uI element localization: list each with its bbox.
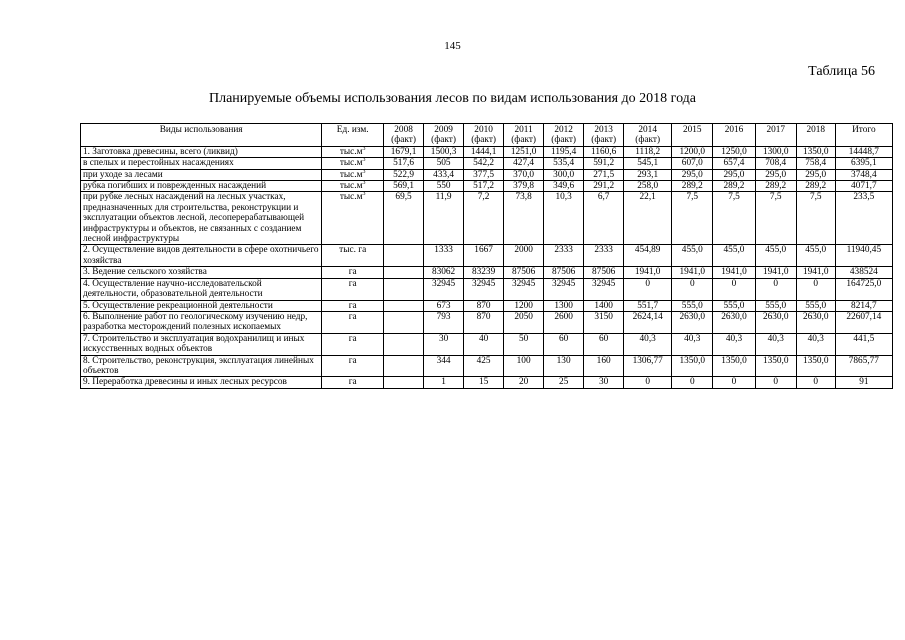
value-cell: 2630,0: [796, 311, 835, 333]
table-row: [81, 355, 893, 377]
value-cell: 7,5: [713, 192, 755, 245]
value-cell: 1941,0: [713, 267, 755, 278]
table-row: [81, 158, 893, 169]
value-cell: 130: [544, 355, 584, 377]
value-cell: 455,0: [713, 245, 755, 267]
table-body: [81, 146, 893, 388]
column-header: 2013 (факт): [584, 124, 624, 147]
unit-text: га: [348, 311, 357, 322]
table-row: [81, 300, 893, 311]
value-cell: 1250,0: [713, 146, 755, 157]
row-usage-type: 6. Выполнение работ по геологическому изучению недр, разработка месторождений полезных ископаемых: [81, 311, 322, 333]
table-row: [81, 267, 893, 278]
value-cell: 542,2: [464, 158, 504, 169]
value-cell: 1118,2: [624, 146, 672, 157]
value-cell: 2000: [504, 245, 544, 267]
value-cell: 32945: [584, 278, 624, 300]
value-cell: 2624,14: [624, 311, 672, 333]
value-cell: 50: [504, 333, 544, 355]
value-cell: 545,1: [624, 158, 672, 169]
value-cell: 555,0: [713, 300, 755, 311]
value-cell: 83239: [464, 267, 504, 278]
unit-superscript: 3: [362, 191, 366, 198]
document-title: Планируемые объемы использования лесов по видам использования до 2018 года: [208, 91, 697, 106]
value-cell: 32945: [424, 278, 464, 300]
row-usage-type: 3. Ведение сельского хозяйства: [81, 267, 322, 278]
value-cell: 1400: [584, 300, 624, 311]
value-cell: 2630,0: [755, 311, 796, 333]
row-unit: [322, 333, 384, 355]
value-cell: 2333: [544, 245, 584, 267]
unit-superscript: 3: [362, 179, 366, 186]
column-header: 2015: [672, 124, 713, 147]
value-cell: 289,2: [796, 181, 835, 192]
value-cell: 295,0: [755, 169, 796, 180]
unit-superscript: 3: [362, 145, 366, 152]
value-cell: 87506: [584, 267, 624, 278]
value-cell: 32945: [464, 278, 504, 300]
value-cell: 164725,0: [835, 278, 892, 300]
value-cell: 0: [713, 377, 755, 388]
value-cell: 1941,0: [755, 267, 796, 278]
value-cell: 2333: [584, 245, 624, 267]
value-cell: [384, 333, 424, 355]
value-cell: 6,7: [584, 192, 624, 245]
value-cell: 555,0: [755, 300, 796, 311]
row-unit: [322, 311, 384, 333]
unit-text: га: [348, 300, 357, 311]
value-cell: 555,0: [796, 300, 835, 311]
row-usage-type: при уходе за лесами: [81, 169, 322, 180]
value-cell: 2630,0: [713, 311, 755, 333]
value-cell: 370,0: [504, 169, 544, 180]
value-cell: 7865,77: [835, 355, 892, 377]
value-cell: 1350,0: [796, 355, 835, 377]
value-cell: 91: [835, 377, 892, 388]
value-cell: 1251,0: [504, 146, 544, 157]
value-cell: 4071,7: [835, 181, 892, 192]
value-cell: 1444,1: [464, 146, 504, 157]
value-cell: 289,2: [755, 181, 796, 192]
value-cell: 7,2: [464, 192, 504, 245]
value-cell: 1306,77: [624, 355, 672, 377]
value-cell: 1350,0: [713, 355, 755, 377]
value-cell: 22607,14: [835, 311, 892, 333]
value-cell: 1300,0: [755, 146, 796, 157]
value-cell: 20: [504, 377, 544, 388]
value-cell: 40,3: [624, 333, 672, 355]
value-cell: 7,5: [755, 192, 796, 245]
value-cell: 550: [424, 181, 464, 192]
value-cell: 870: [464, 300, 504, 311]
value-cell: 233,5: [835, 192, 892, 245]
unit-text: тыс.м: [339, 192, 363, 203]
value-cell: 427,4: [504, 158, 544, 169]
column-header: 2011 (факт): [504, 124, 544, 147]
value-cell: 1350,0: [796, 146, 835, 157]
value-cell: 0: [796, 278, 835, 300]
value-cell: 0: [755, 377, 796, 388]
unit-text: тыс.м: [339, 169, 363, 180]
value-cell: 0: [672, 377, 713, 388]
value-cell: 11940,45: [835, 245, 892, 267]
value-cell: 87506: [504, 267, 544, 278]
value-cell: 160: [584, 355, 624, 377]
unit-superscript: 3: [362, 157, 366, 164]
row-unit: [322, 377, 384, 388]
value-cell: 60: [544, 333, 584, 355]
value-cell: 1350,0: [755, 355, 796, 377]
value-cell: 289,2: [672, 181, 713, 192]
usage-table: [80, 123, 893, 389]
column-header: 2014 (факт): [624, 124, 672, 147]
table-row: [81, 146, 893, 157]
row-usage-type: 7. Строительство и эксплуатация водохранилищ и иных искусственных водных объектов: [81, 333, 322, 355]
unit-text: тыс.м: [339, 158, 363, 169]
value-cell: 60: [584, 333, 624, 355]
value-cell: 30: [424, 333, 464, 355]
value-cell: [384, 300, 424, 311]
value-cell: 83062: [424, 267, 464, 278]
column-header: 2017: [755, 124, 796, 147]
value-cell: 2630,0: [672, 311, 713, 333]
value-cell: 425: [464, 355, 504, 377]
row-usage-type: 1. Заготовка древесины, всего (ликвид): [81, 146, 322, 157]
value-cell: 295,0: [672, 169, 713, 180]
row-usage-type: 2. Осуществление видов деятельности в сфере охотничьего хозяйства: [81, 245, 322, 267]
value-cell: 1350,0: [672, 355, 713, 377]
value-cell: 555,0: [672, 300, 713, 311]
value-cell: 40,3: [755, 333, 796, 355]
value-cell: 438524: [835, 267, 892, 278]
value-cell: 300,0: [544, 169, 584, 180]
unit-text: тыс. га: [339, 245, 367, 256]
row-unit: [322, 300, 384, 311]
value-cell: 295,0: [713, 169, 755, 180]
value-cell: 708,4: [755, 158, 796, 169]
value-cell: 258,0: [624, 181, 672, 192]
value-cell: [384, 311, 424, 333]
row-unit: [322, 146, 384, 157]
value-cell: 607,0: [672, 158, 713, 169]
row-usage-type: 4. Осуществление научно-исследовательской деятельности, образовательной деятельности: [81, 278, 322, 300]
value-cell: 793: [424, 311, 464, 333]
value-cell: 569,1: [384, 181, 424, 192]
unit-text: га: [348, 278, 357, 289]
table-row: [81, 181, 893, 192]
table-row: [81, 245, 893, 267]
value-cell: 455,0: [755, 245, 796, 267]
value-cell: [384, 278, 424, 300]
value-cell: 69,5: [384, 192, 424, 245]
unit-text: тыс.м: [339, 181, 363, 192]
value-cell: 0: [755, 278, 796, 300]
value-cell: 1160,6: [584, 146, 624, 157]
value-cell: 433,4: [424, 169, 464, 180]
unit-text: га: [348, 355, 357, 366]
value-cell: 293,1: [624, 169, 672, 180]
value-cell: 517,6: [384, 158, 424, 169]
value-cell: 505: [424, 158, 464, 169]
value-cell: 22,1: [624, 192, 672, 245]
value-cell: 7,5: [796, 192, 835, 245]
value-cell: 1195,4: [544, 146, 584, 157]
row-usage-type: 5. Осуществление рекреационной деятельности: [81, 300, 322, 311]
row-usage-type: при рубке лесных насаждений на лесных участках, предназначенных для строительства, реконструкции и эксплуатации объектов лесной, лесоперерабатывающей инфраструктуры и объектов, не связанных с созданием лесной инфраструктуры: [81, 192, 322, 245]
row-unit: [322, 181, 384, 192]
value-cell: 8214,7: [835, 300, 892, 311]
value-cell: 0: [624, 278, 672, 300]
unit-text: га: [348, 377, 357, 388]
row-unit: [322, 355, 384, 377]
page-number: 145: [444, 40, 461, 52]
value-cell: [384, 245, 424, 267]
value-cell: 10,3: [544, 192, 584, 245]
row-unit: [322, 192, 384, 245]
value-cell: 673: [424, 300, 464, 311]
unit-text: га: [348, 333, 357, 344]
value-cell: 1300: [544, 300, 584, 311]
column-header: 2016: [713, 124, 755, 147]
row-usage-type: 8. Строительство, реконструкция, эксплуатация линейных объектов: [81, 355, 322, 377]
table-header-row: [81, 124, 893, 147]
value-cell: 1200: [504, 300, 544, 311]
value-cell: [384, 355, 424, 377]
table-row: [81, 333, 893, 355]
value-cell: 517,2: [464, 181, 504, 192]
value-cell: 379,8: [504, 181, 544, 192]
value-cell: 0: [672, 278, 713, 300]
row-unit: [322, 158, 384, 169]
column-header: Виды использования: [81, 124, 322, 147]
value-cell: 6395,1: [835, 158, 892, 169]
value-cell: 3150: [584, 311, 624, 333]
table-row: [81, 377, 893, 388]
value-cell: 0: [713, 278, 755, 300]
value-cell: 1941,0: [796, 267, 835, 278]
table-label: Таблица 56: [808, 64, 875, 79]
value-cell: 0: [796, 377, 835, 388]
value-cell: [384, 377, 424, 388]
row-usage-type: в спелых и перестойных насаждениях: [81, 158, 322, 169]
value-cell: 870: [464, 311, 504, 333]
row-usage-type: рубка погибших и поврежденных насаждений: [81, 181, 322, 192]
value-cell: 32945: [504, 278, 544, 300]
value-cell: 1941,0: [672, 267, 713, 278]
value-cell: 295,0: [796, 169, 835, 180]
value-cell: 455,0: [796, 245, 835, 267]
column-header: 2012 (факт): [544, 124, 584, 147]
value-cell: 535,4: [544, 158, 584, 169]
value-cell: 40,3: [796, 333, 835, 355]
value-cell: 657,4: [713, 158, 755, 169]
value-cell: 291,2: [584, 181, 624, 192]
value-cell: 455,0: [672, 245, 713, 267]
value-cell: 271,5: [584, 169, 624, 180]
value-cell: 14448,7: [835, 146, 892, 157]
row-unit: [322, 278, 384, 300]
value-cell: 591,2: [584, 158, 624, 169]
value-cell: 1679,1: [384, 146, 424, 157]
value-cell: 522,9: [384, 169, 424, 180]
row-unit: [322, 267, 384, 278]
value-cell: 1667: [464, 245, 504, 267]
value-cell: 100: [504, 355, 544, 377]
value-cell: 441,5: [835, 333, 892, 355]
value-cell: 1333: [424, 245, 464, 267]
row-usage-type: 9. Переработка древесины и иных лесных ресурсов: [81, 377, 322, 388]
unit-text: тыс.м: [339, 146, 363, 157]
value-cell: 40,3: [672, 333, 713, 355]
value-cell: 551,7: [624, 300, 672, 311]
value-cell: 1941,0: [624, 267, 672, 278]
unit-superscript: 3: [362, 168, 366, 175]
column-header: 2008 (факт): [384, 124, 424, 147]
value-cell: 2600: [544, 311, 584, 333]
row-unit: [322, 169, 384, 180]
column-header: Ед. изм.: [322, 124, 384, 147]
value-cell: 11,9: [424, 192, 464, 245]
value-cell: 25: [544, 377, 584, 388]
column-header: Итого: [835, 124, 892, 147]
value-cell: 32945: [544, 278, 584, 300]
value-cell: 758,4: [796, 158, 835, 169]
table-row: [81, 169, 893, 180]
table-row: [81, 278, 893, 300]
unit-text: га: [348, 267, 357, 278]
value-cell: 349,6: [544, 181, 584, 192]
value-cell: 377,5: [464, 169, 504, 180]
value-cell: 1500,3: [424, 146, 464, 157]
value-cell: 344: [424, 355, 464, 377]
value-cell: 87506: [544, 267, 584, 278]
table-row: [81, 192, 893, 245]
column-header: 2018: [796, 124, 835, 147]
value-cell: [384, 267, 424, 278]
value-cell: 454,89: [624, 245, 672, 267]
table-row: [81, 311, 893, 333]
column-header: 2010 (факт): [464, 124, 504, 147]
value-cell: 7,5: [672, 192, 713, 245]
value-cell: 1: [424, 377, 464, 388]
value-cell: 289,2: [713, 181, 755, 192]
value-cell: 40: [464, 333, 504, 355]
value-cell: 30: [584, 377, 624, 388]
row-unit: [322, 245, 384, 267]
value-cell: 3748,4: [835, 169, 892, 180]
column-header: 2009 (факт): [424, 124, 464, 147]
value-cell: 40,3: [713, 333, 755, 355]
value-cell: 15: [464, 377, 504, 388]
value-cell: 1200,0: [672, 146, 713, 157]
value-cell: 2050: [504, 311, 544, 333]
value-cell: 73,8: [504, 192, 544, 245]
value-cell: 0: [624, 377, 672, 388]
